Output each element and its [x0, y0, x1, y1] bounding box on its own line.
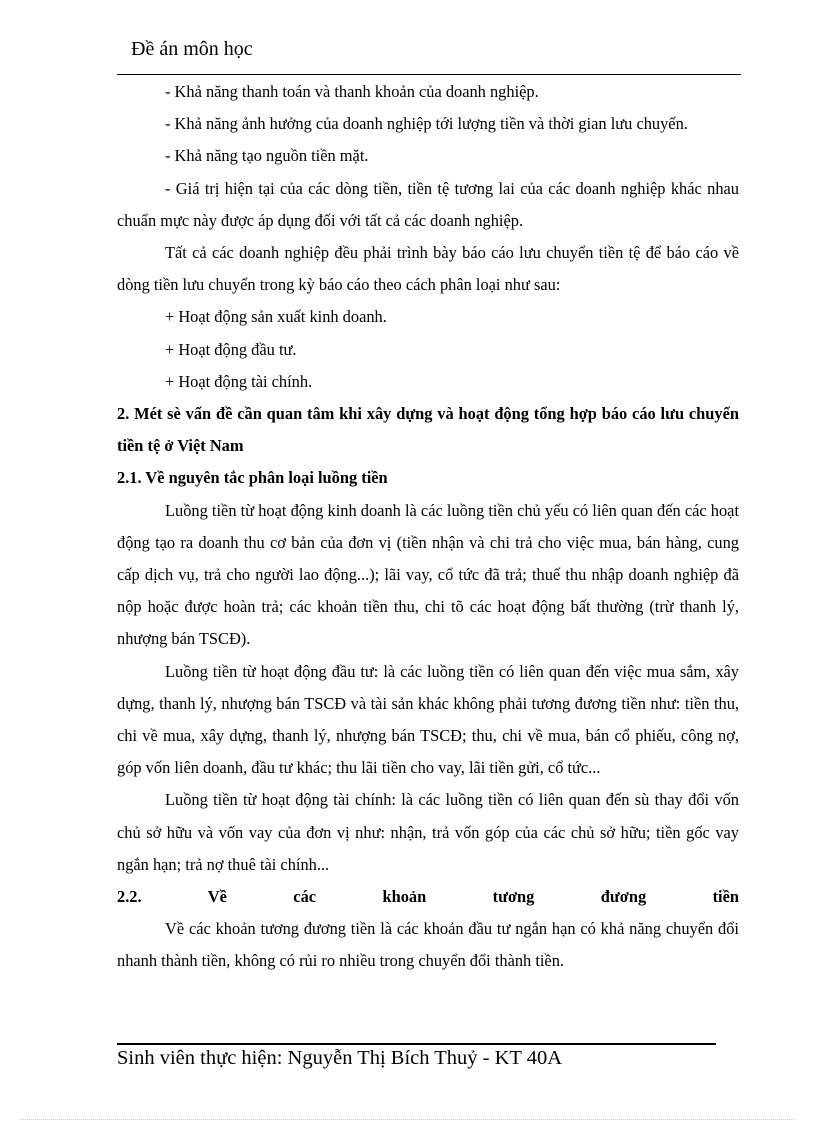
- section-heading-2: 2. Mét sè vấn đề cần quan tâm khi xây dựng và hoạt động tổng hợp báo cáo lưu chuyển tiền tệ ở Việt Nam: [117, 404, 739, 456]
- paragraph-operating-cashflow: Luồng tiền từ hoạt động kinh doanh là các luồng tiền chủ yếu có liên quan đến các hoạt động tạo ra doanh thu cơ bản của đơn vị (tiền nhận và chi trả cho việc mua, bán hàng, cung cấp dịch vụ, trả cho người lao động...); lãi vay, cổ tức đã trả; thuế thu nhập doanh nghiệp đã nộp hoặc được hoàn trả; các khoản tiền thu, chi tõ các hoạt động bất thường (trừ thanh lý, nhượng bán TSCĐ).: [117, 500, 739, 649]
- paragraph-1: - Khả năng thanh toán và thanh khoản của doanh nghiệp.: [165, 82, 539, 101]
- list-item-finance: + Hoạt động tài chính.: [165, 371, 313, 391]
- page-header: Đề án môn học: [131, 38, 253, 60]
- list-item-production: + Hoạt động sản xuất kinh doanh.: [165, 307, 387, 327]
- paragraph-4: - Giá trị hiện tại của các dòng tiền, tiền tệ tương lai của các doanh nghiệp khác nhau chuẩn mực này được áp dụng đối với tất cả các doanh nghiệp.: [117, 178, 739, 230]
- section-heading-2-1: 2.1. Về nguyên tắc phân loại luồng tiền: [117, 468, 388, 488]
- paragraph-financing-cashflow: Luồng tiền từ hoạt động tài chính: là các luồng tiền có liên quan đến sù thay đổi vốn chủ sở hữu và vốn vay của đơn vị như: nhận, trả vốn góp của các chủ sở hữu; tiền gốc vay ngắn hạn; trả nợ thuê tài chính...: [117, 790, 739, 874]
- paragraph-investing-cashflow: Luồng tiền từ hoạt động đầu tư: là các luồng tiền có liên quan đến việc mua sắm, xây dựng, thanh lý, nhượng bán TSCĐ và tài sản khác không phải tương đương tiền như: tiền thu, chi về mua, xây dựng, thanh lý, nhượng bán TSCĐ; thu, chi về mua, bán cổ phiếu, công nợ, góp vốn liên doanh, đầu tư khác; thu lãi tiền cho vay, lãi tiền gửi, cổ tức...: [117, 661, 739, 778]
- section-heading-2-2: 2.2. Về các khoản tương đương tiền: [117, 887, 739, 907]
- paragraph-2: - Khả năng ảnh hưởng của doanh nghiệp tới lượng tiền và thời gian lưu chuyển.: [165, 114, 688, 134]
- paragraph-3: - Khả năng tạo nguồn tiền mặt.: [165, 146, 369, 166]
- page-bottom-divider: [20, 1119, 796, 1120]
- page-footer: Sinh viên thực hiện: Nguyễn Thị Bích Thuỷ - KT 40A: [117, 1047, 562, 1069]
- paragraph-5: Tất cả các doanh nghiệp đều phải trình bày báo cáo lưu chuyển tiền tệ để báo cáo về dòng tiền lưu chuyển trong kỳ báo cáo theo cách phân loại như sau:: [117, 243, 739, 295]
- footer-rule: [117, 1043, 716, 1045]
- paragraph-cash-equivalents: Về các khoản tương đương tiền là các khoản đầu tư ngắn hạn có khả năng chuyển đổi nhanh thành tiền, không có rủi ro nhiều trong chuyển đổi thành tiền.: [117, 919, 739, 971]
- document-body: [117, 76, 739, 978]
- header-rule: [117, 74, 741, 75]
- list-item-investment: + Hoạt động đầu tư.: [165, 339, 297, 359]
